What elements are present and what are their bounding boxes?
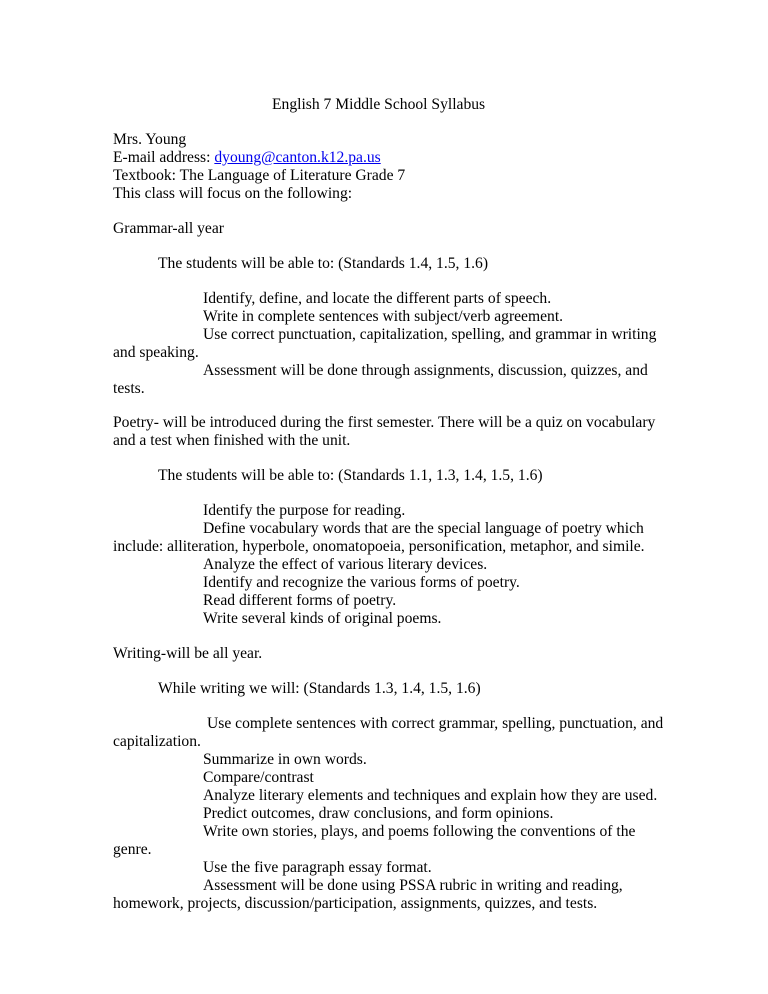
writing-heading: Writing-will be all year. [113,645,263,662]
writing-standards: While writing we will: (Standards 1.3, 1.4, 1.5, 1.6) [158,680,481,697]
poetry-standards: The students will be able to: (Standards 1.1, 1.3, 1.4, 1.5, 1.6) [158,467,543,484]
writing-item-continued: genre. [113,841,152,858]
writing-item: Analyze literary elements and techniques and explain how they are used. [203,787,658,804]
focus-intro: This class will focus on the following: [113,185,353,202]
writing-item-continued: homework, projects, discussion/participation, assignments, quizzes, and tests. [113,895,598,912]
writing-item: Predict outcomes, draw conclusions, and form opinions. [203,805,554,822]
writing-item: Compare/contrast [203,769,314,786]
textbook-line: Textbook: The Language of Literature Grade 7 [113,167,406,184]
grammar-item: Write in complete sentences with subject/verb agreement. [203,308,564,325]
writing-item: Summarize in own words. [203,751,367,768]
writing-item: Use complete sentences with correct grammar, spelling, punctuation, and [207,715,664,732]
grammar-item-continued: tests. [113,380,145,397]
poetry-item: Analyze the effect of various literary devices. [203,556,488,573]
grammar-item-continued: and speaking. [113,344,199,361]
grammar-heading: Grammar-all year [113,220,224,237]
poetry-item: Define vocabulary words that are the special language of poetry which [203,520,644,537]
poetry-item: Identify and recognize the various forms of poetry. [203,574,520,591]
poetry-item: Write several kinds of original poems. [203,610,442,627]
poetry-item: Read different forms of poetry. [203,592,397,609]
writing-item: Use the five paragraph essay format. [203,859,432,876]
poetry-item-continued: include: alliteration, hyperbole, onomatopoeia, personification, metaphor, and simile. [113,538,645,555]
email-link[interactable]: dyoung@canton.k12.pa.us [214,149,381,166]
page-title: English 7 Middle School Syllabus [272,96,486,113]
grammar-standards: The students will be able to: (Standards 1.4, 1.5, 1.6) [158,255,489,272]
email-label: E-mail address: [113,149,215,166]
writing-item: Assessment will be done using PSSA rubric in writing and reading, [203,877,623,894]
grammar-item: Use correct punctuation, capitalization, spelling, and grammar in writing [203,326,657,343]
writing-item-continued: capitalization. [113,733,201,750]
poetry-item: Identify the purpose for reading. [203,502,406,519]
grammar-item: Identify, define, and locate the different parts of speech. [203,290,552,307]
poetry-intro: Poetry- will be introduced during the first semester. There will be a quiz on vocabulary [113,414,656,431]
poetry-intro-continued: and a test when finished with the unit. [113,432,351,449]
grammar-item: Assessment will be done through assignments, discussion, quizzes, and [203,362,648,379]
writing-item: Write own stories, plays, and poems following the conventions of the [203,823,636,840]
email-line [113,149,381,167]
teacher-name: Mrs. Young [113,131,187,148]
